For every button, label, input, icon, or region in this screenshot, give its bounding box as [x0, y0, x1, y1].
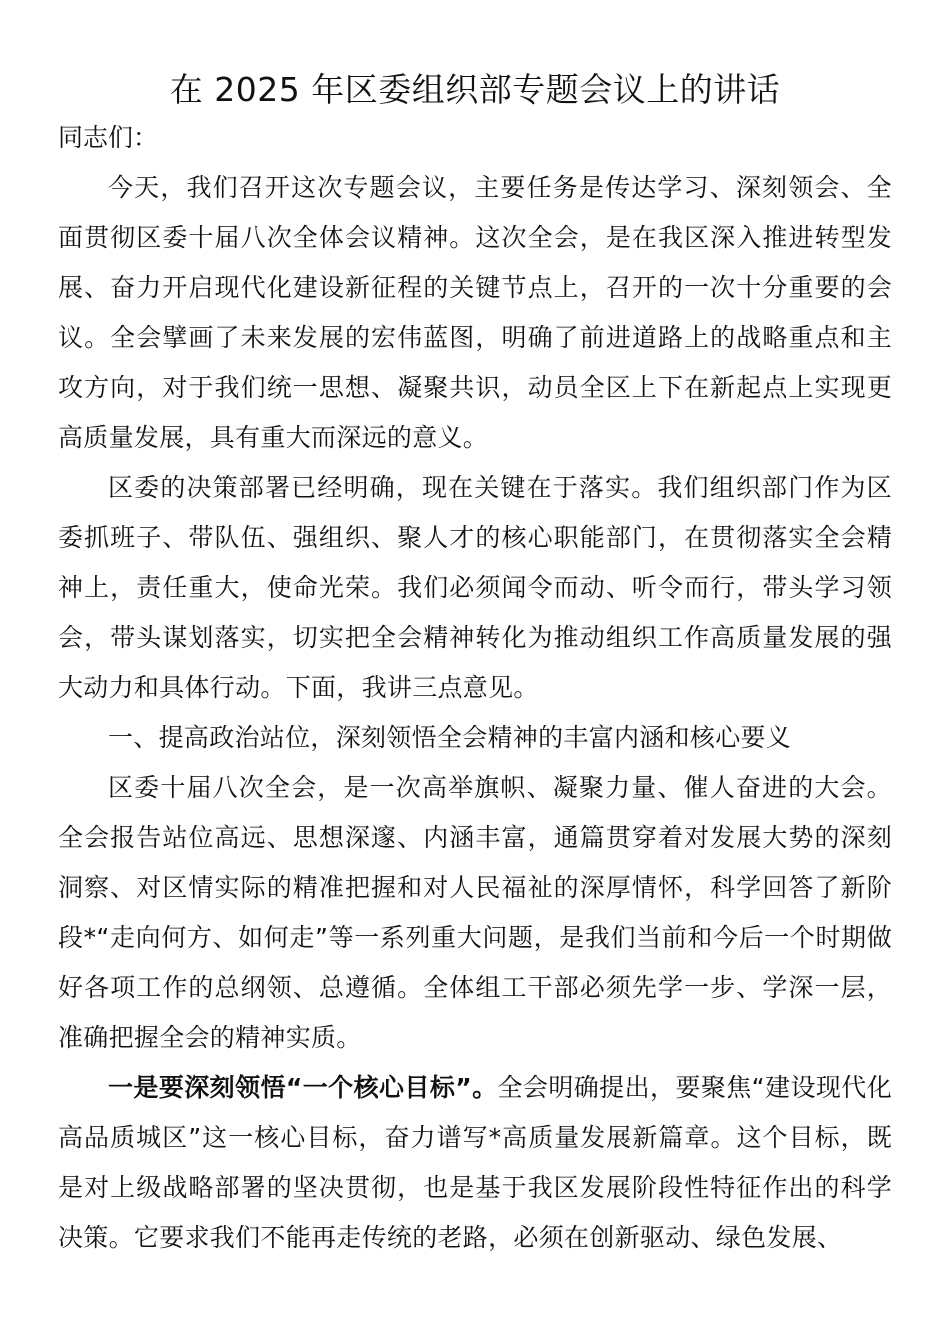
paragraph-core-goal — [58, 1063, 892, 1263]
core-goal-lead: 一是要深刻领悟“一个核心目标”。 — [108, 1073, 498, 1102]
document-title: 在 2025 年区委组织部专题会议上的讲话 — [169, 70, 781, 109]
paragraph-implementation: 区委的决策部署已经明确，现在关键在于落实。我们组织部门作为区委抓班子、带队伍、强组织、聚人才的核心职能部门，在贯彻落实全会精神上，责任重大，使命光荣。我们必须闻令而动、听令而行，带头学习领会，带头谋划落实，切实把全会精神转化为推动组织工作高质量发展的强大动力和具体行动。下面，我讲三点意见。 — [58, 473, 892, 702]
salutation: 同志们： — [58, 123, 159, 152]
paragraph-intro: 今天，我们召开这次专题会议，主要任务是传达学习、深刻领会、全面贯彻区委十届八次全体会议精神。这次全会，是在我区深入推进转型发展、奋力开启现代化建设新征程的关键节点上，召开的一次十分重要的会议。全会擘画了未来发展的宏伟蓝图，明确了前进道路上的战略重点和主攻方向，对于我们统一思想、凝聚共识，动员全区上下在新起点上实现更高质量发展，具有重大而深远的意义。 — [58, 173, 892, 452]
section-heading-1: 一、提高政治站位，深刻领悟全会精神的丰富内涵和核心要义 — [108, 723, 792, 752]
core-goal-text: 全会明确提出，要聚焦“建设现代化高品质城区”这一核心目标，奋力谱写*高质量发展新篇章。这个目标，既是对上级战略部署的坚决贯彻，也是基于我区发展阶段性特征作出的科学决策。它要求我们不能再走传统的老路，必须在创新驱动、绿色发展、 — [58, 1073, 892, 1252]
document-body — [58, 163, 892, 1263]
paragraph-plenary-session: 区委十届八次全会，是一次高举旗帜、凝聚力量、催人奋进的大会。全会报告站位高远、思想深邃、内涵丰富，通篇贯穿着对发展大势的深刻洞察、对区情实际的精准把握和对人民福祉的深厚情怀，科学回答了新阶段*“走向何方、如何走”等一系列重大问题，是我们当前和今后一个时期做好各项工作的总纲领、总遵循。全体组工干部必须先学一步、学深一层，准确把握全会的精神实质。 — [58, 773, 892, 1052]
